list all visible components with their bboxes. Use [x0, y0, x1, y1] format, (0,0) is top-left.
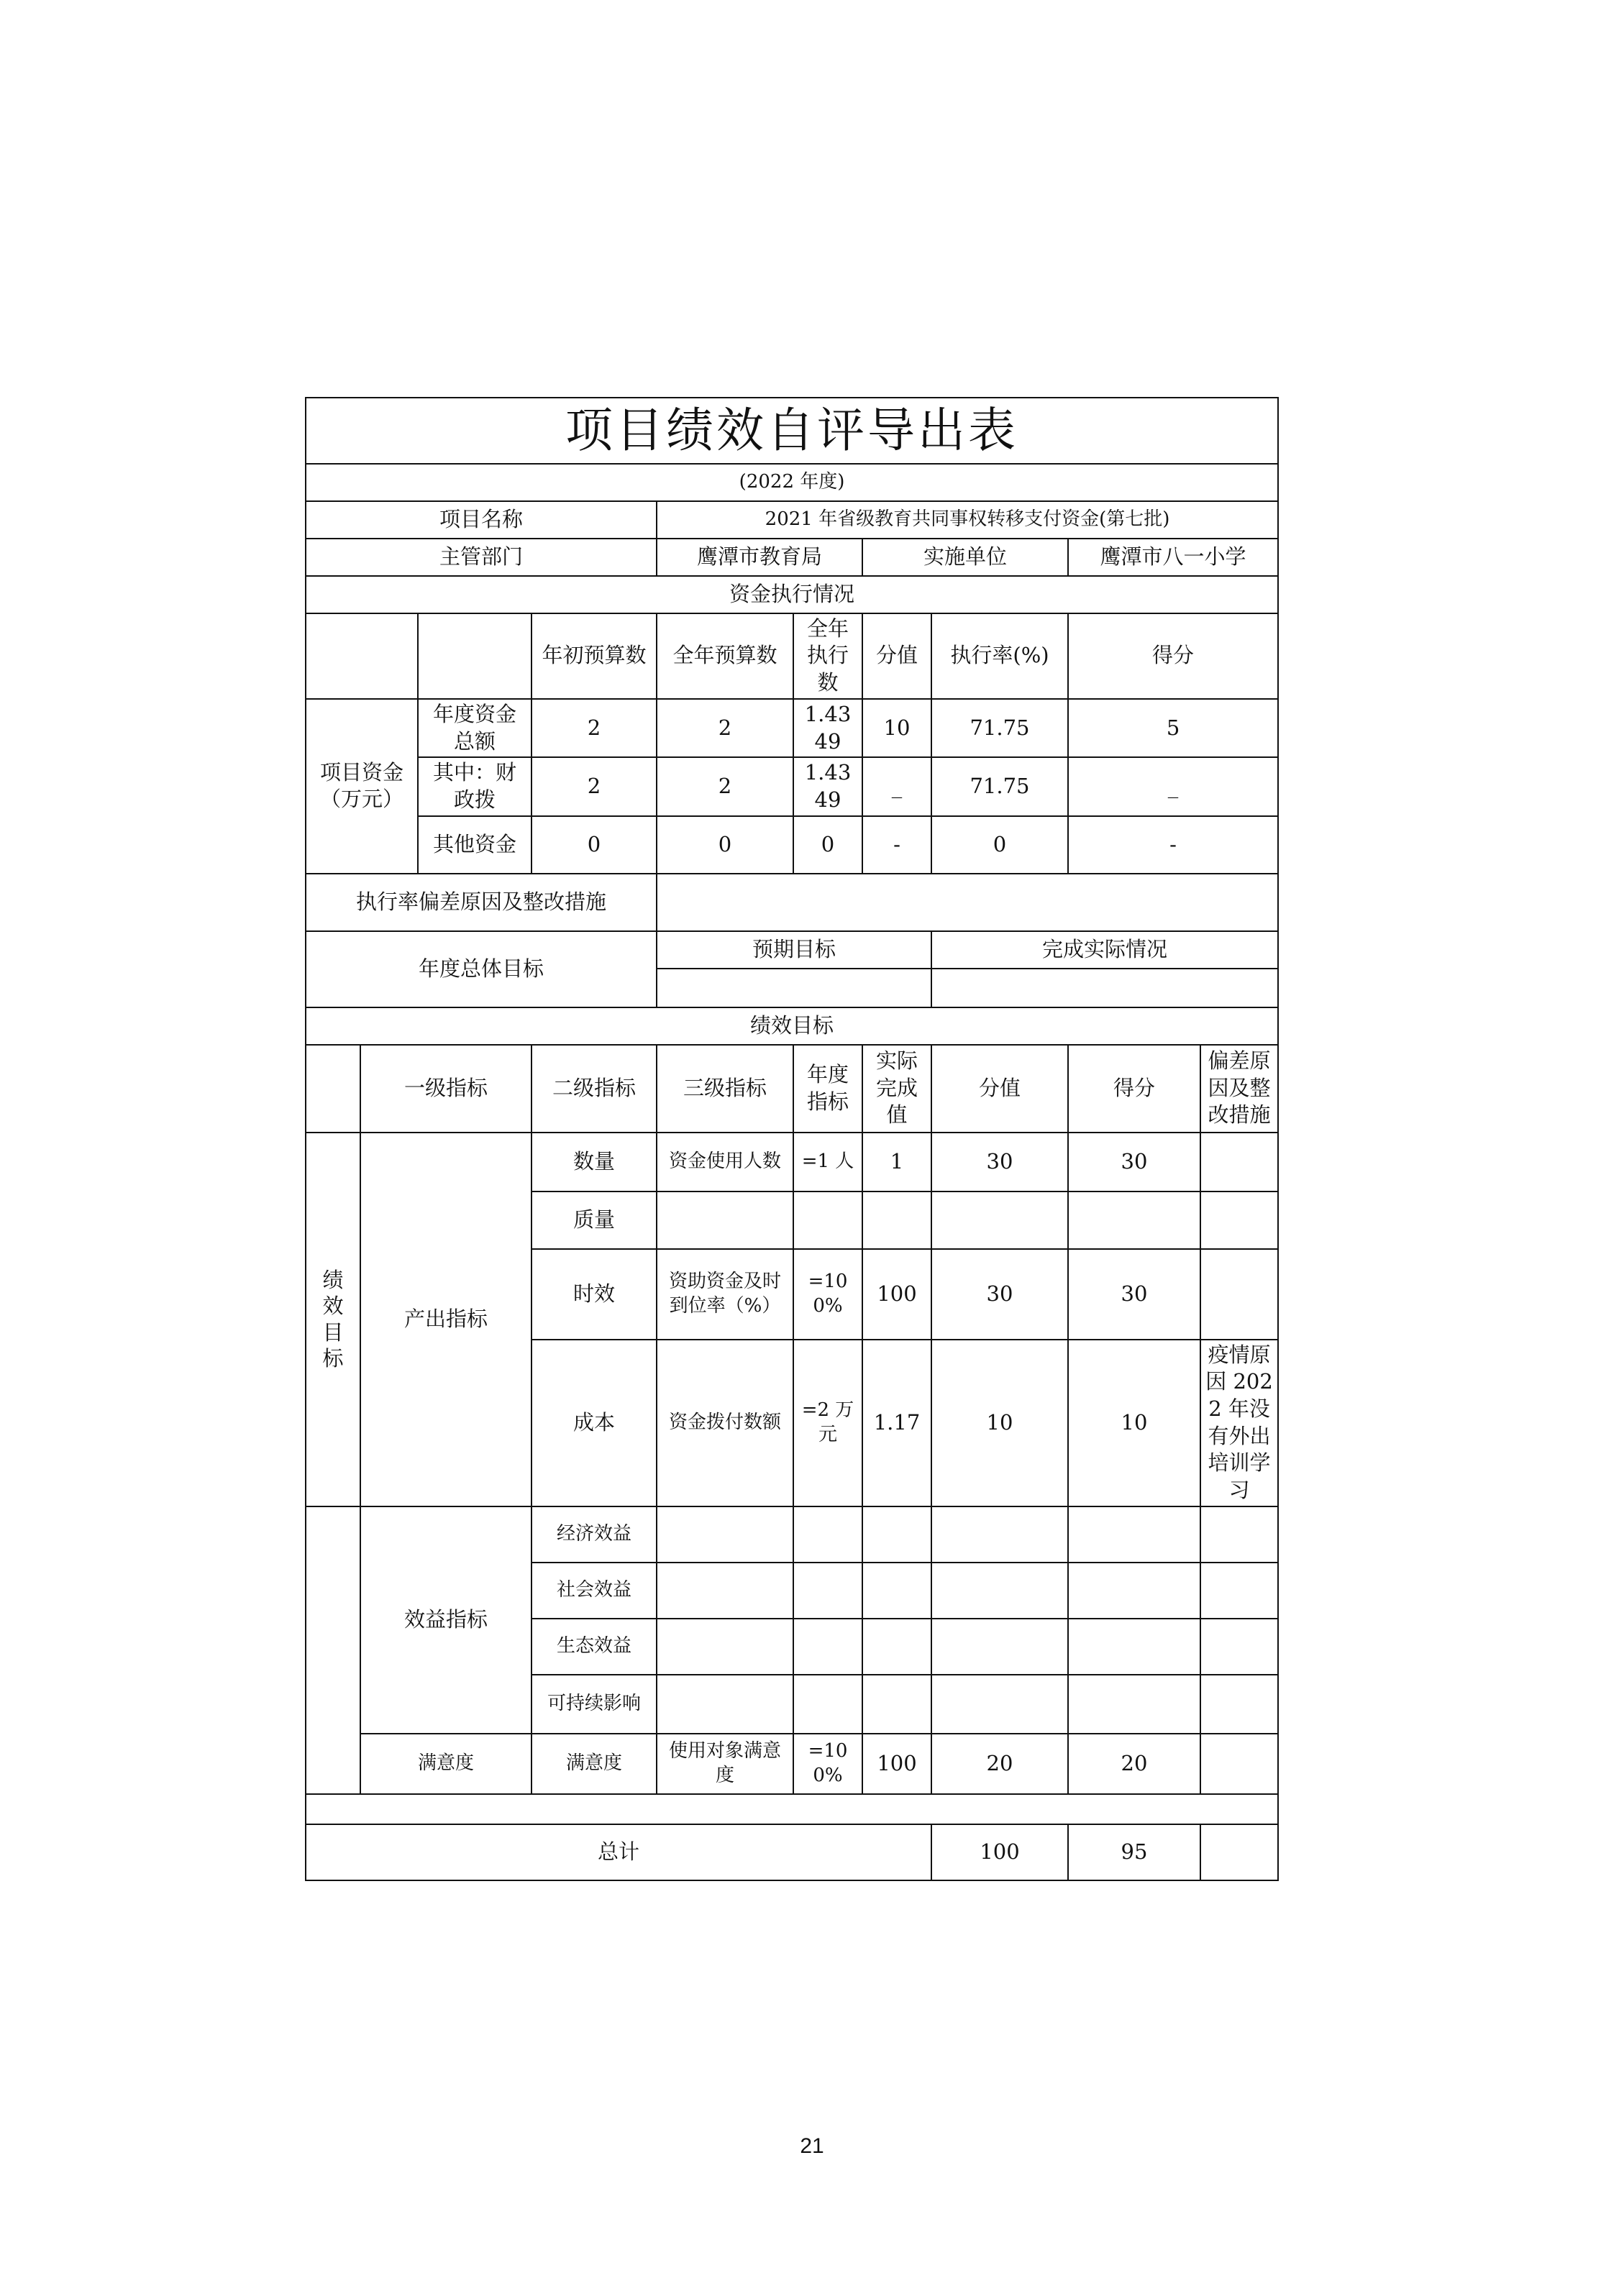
total-reason	[1200, 1824, 1278, 1880]
funds-cell: 0	[532, 816, 657, 874]
satisfaction-reason	[1200, 1734, 1278, 1794]
actual-goal-value	[931, 969, 1278, 1007]
year-note: (2022 年度)	[306, 464, 1278, 501]
total-score: 95	[1068, 1824, 1200, 1880]
score-value-cell: 10	[931, 1340, 1068, 1506]
score-cell: 10	[1068, 1340, 1200, 1506]
actual-cell: 1	[862, 1133, 931, 1192]
benefit-indicator-label: 效益指标	[360, 1506, 532, 1734]
score-value-cell	[931, 1192, 1068, 1249]
performance-section-title: 绩效目标	[306, 1007, 1278, 1045]
funds-section-title: 资金执行情况	[306, 576, 1278, 613]
actual-cell: 100	[862, 1249, 931, 1340]
level3-cell: 资金拨付数额	[657, 1340, 793, 1506]
perf-header-cell: 得分	[1068, 1045, 1200, 1133]
actual-goal-header: 完成实际情况	[931, 931, 1278, 969]
satisfaction-level3: 使用对象满意度	[657, 1734, 793, 1794]
perf-header-cell: 三级指标	[657, 1045, 793, 1133]
perf-header-cell: 一级指标	[360, 1045, 532, 1133]
funds-cell: 1.4349	[793, 757, 862, 815]
funds-cell: 71.75	[931, 757, 1068, 815]
score-cell: 30	[1068, 1133, 1200, 1192]
funds-cell: 0	[931, 816, 1068, 874]
level2-cell: 时效	[532, 1249, 657, 1340]
satisfaction-level2: 满意度	[532, 1734, 657, 1794]
perf-side-blank	[306, 1506, 360, 1794]
level3-cell: 资助资金及时到位率（%）	[657, 1249, 793, 1340]
level3-cell	[657, 1192, 793, 1249]
annual-goal-label: 年度总体目标	[306, 931, 657, 1007]
funds-cell: _	[1068, 757, 1278, 815]
perf-header-cell: 实际完成值	[862, 1045, 931, 1133]
funds-header-cell: 得分	[1068, 613, 1278, 699]
funds-cell: -	[862, 816, 931, 874]
level2-cell: 数量	[532, 1133, 657, 1192]
deviation-label: 执行率偏差原因及整改措施	[306, 874, 657, 931]
expected-goal-header: 预期目标	[657, 931, 931, 969]
satisfaction-actual: 100	[862, 1734, 931, 1794]
funds-cell: 2	[532, 699, 657, 757]
funds-cell: 2	[657, 699, 793, 757]
output-indicator-label: 产出指标	[360, 1133, 532, 1506]
level3-cell: 资金使用人数	[657, 1133, 793, 1192]
funds-header-cell: 全年预算数	[657, 613, 793, 699]
funds-group-label: 项目资金（万元）	[306, 699, 418, 874]
page-title: 项目绩效自评导出表	[306, 398, 1278, 464]
unit-label: 实施单位	[862, 539, 1068, 576]
perf-header-cell: 分值	[931, 1045, 1068, 1133]
perf-header-cell: 二级指标	[532, 1045, 657, 1133]
total-score-value: 100	[931, 1824, 1068, 1880]
funds-header-cell: 年初预算数	[532, 613, 657, 699]
level2-cell: 成本	[532, 1340, 657, 1506]
dept-value: 鹰潭市教育局	[657, 539, 862, 576]
actual-cell	[862, 1192, 931, 1249]
page-number: 21	[800, 2134, 824, 2158]
target-cell	[793, 1192, 862, 1249]
funds-cell: 71.75	[931, 699, 1068, 757]
funds-row-label: 年度资金总额	[418, 699, 532, 757]
perf-header-cell: 年度指标	[793, 1045, 862, 1133]
perf-header-cell: 偏差原因及整改措施	[1200, 1045, 1278, 1133]
funds-header-blank2	[418, 613, 532, 699]
project-name-label: 项目名称	[306, 501, 657, 539]
funds-header-cell: 全年执行数	[793, 613, 862, 699]
reason-cell	[1200, 1249, 1278, 1340]
project-name-value: 2021 年省级教育共同事权转移支付资金(第七批)	[657, 501, 1278, 539]
expected-goal-value	[657, 969, 931, 1007]
funds-cell: 10	[862, 699, 931, 757]
funds-row-label: 其中：财政拨	[418, 757, 532, 815]
funds-header-cell: 执行率(%)	[931, 613, 1068, 699]
target-cell: =1 人	[793, 1133, 862, 1192]
performance-table	[305, 397, 1279, 1881]
funds-cell: 2	[532, 757, 657, 815]
funds-row-label: 其他资金	[418, 816, 532, 874]
satisfaction-target: =100%	[793, 1734, 862, 1794]
satisfaction-level1: 满意度	[360, 1734, 532, 1794]
reason-cell: 疫情原因 2022 年没有外出培训学习	[1200, 1340, 1278, 1506]
dept-label: 主管部门	[306, 539, 657, 576]
funds-cell: 2	[657, 757, 793, 815]
score-cell: 30	[1068, 1249, 1200, 1340]
score-value-cell: 30	[931, 1133, 1068, 1192]
funds-cell: -	[1068, 816, 1278, 874]
reason-cell	[1200, 1133, 1278, 1192]
perf-side-label: 绩效目标	[306, 1133, 360, 1506]
level2-cell: 社会效益	[532, 1563, 657, 1619]
target-cell: =2 万元	[793, 1340, 862, 1506]
perf-header-blank	[306, 1045, 360, 1133]
unit-value: 鹰潭市八一小学	[1068, 539, 1278, 576]
score-cell	[1068, 1192, 1200, 1249]
level2-cell: 可持续影响	[532, 1675, 657, 1734]
satisfaction-score-value: 20	[931, 1734, 1068, 1794]
funds-cell: 0	[793, 816, 862, 874]
deviation-value	[657, 874, 1278, 931]
funds-cell: 0	[657, 816, 793, 874]
score-value-cell: 30	[931, 1249, 1068, 1340]
actual-cell: 1.17	[862, 1340, 931, 1506]
target-cell: =100%	[793, 1249, 862, 1340]
funds-header-blank	[306, 613, 418, 699]
funds-header-cell: 分值	[862, 613, 931, 699]
funds-cell: 1.4349	[793, 699, 862, 757]
spacer-row	[306, 1794, 1278, 1824]
satisfaction-score: 20	[1068, 1734, 1200, 1794]
level2-cell: 生态效益	[532, 1619, 657, 1675]
total-label: 总计	[306, 1824, 931, 1880]
reason-cell	[1200, 1192, 1278, 1249]
level2-cell: 经济效益	[532, 1506, 657, 1563]
level2-cell: 质量	[532, 1192, 657, 1249]
funds-cell: 5	[1068, 699, 1278, 757]
funds-cell: _	[862, 757, 931, 815]
